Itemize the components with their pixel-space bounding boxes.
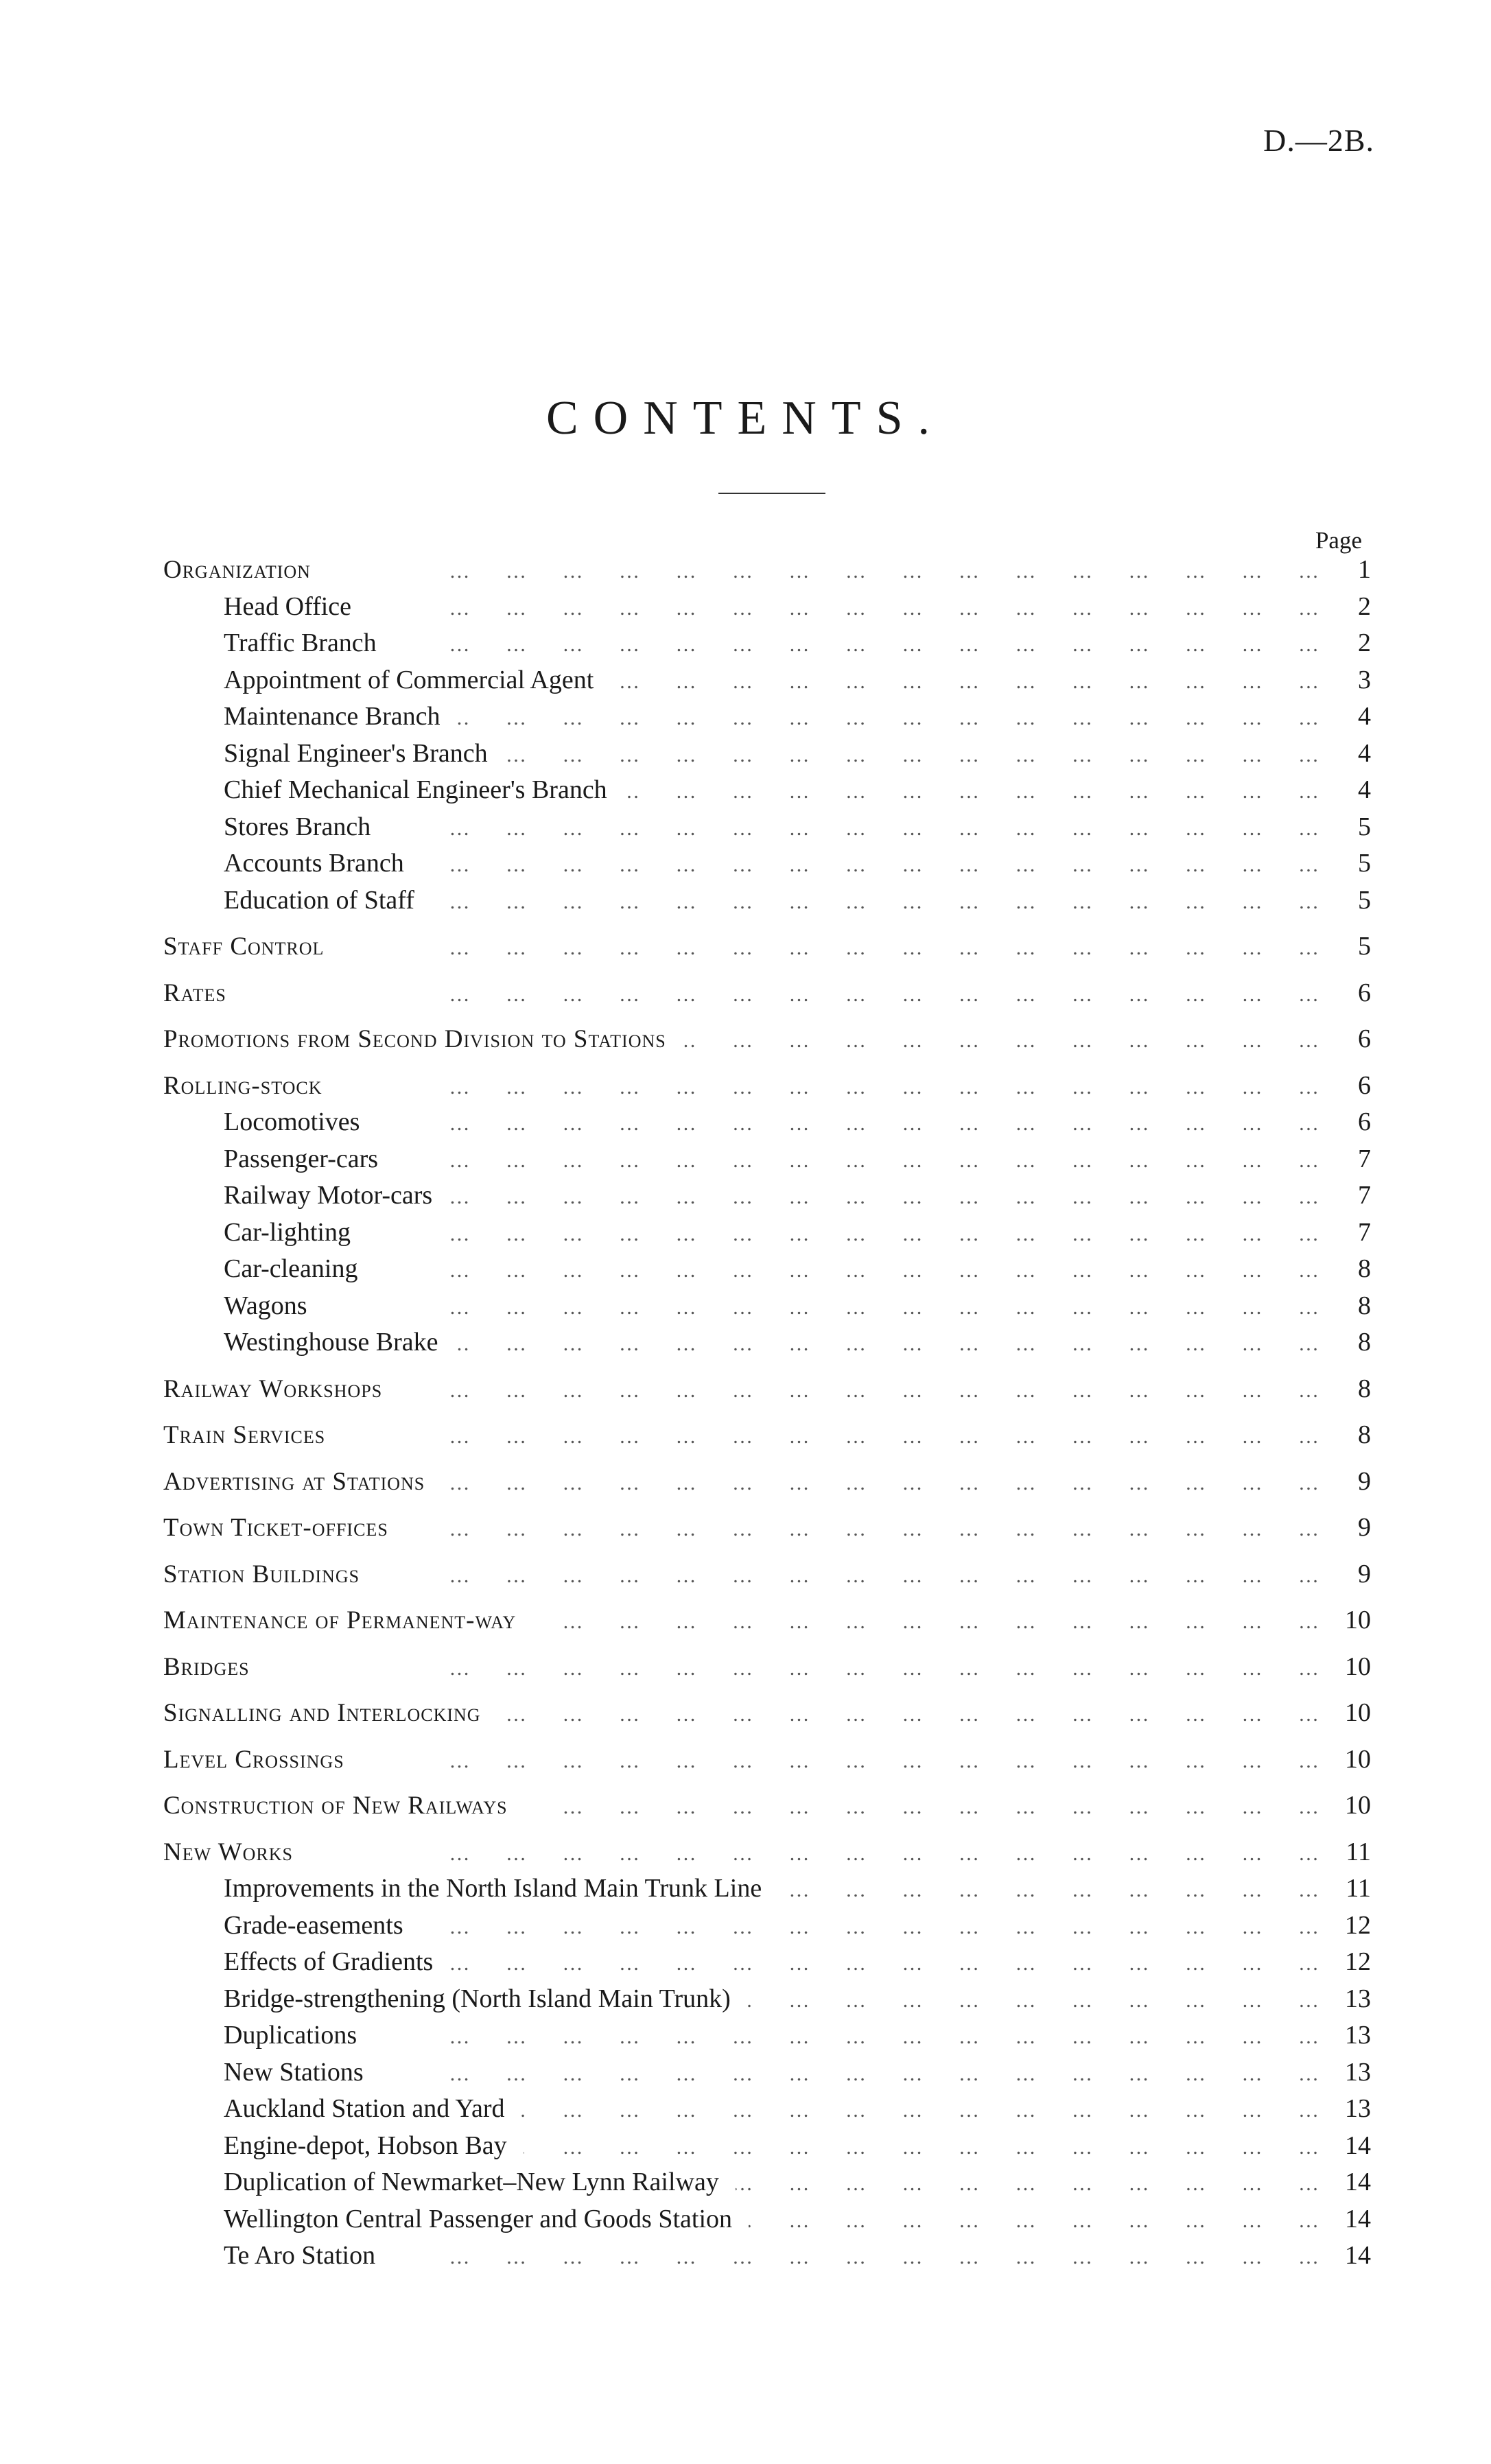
toc-leader-dots bbox=[683, 1029, 1319, 1053]
toc-page-number: 7 bbox=[1358, 1181, 1371, 1210]
toc-page-number: 9 bbox=[1358, 1466, 1371, 1496]
toc-entry-label: New Works bbox=[163, 1838, 309, 1867]
toc-entry-label: Level Crossings bbox=[163, 1745, 361, 1774]
toc-section-entry bbox=[163, 1559, 1371, 1596]
toc-leader-dots bbox=[497, 1703, 1319, 1726]
page-column-label: Page bbox=[1315, 527, 1362, 554]
toc-page-number: 13 bbox=[1345, 1984, 1371, 2013]
toc-entry-label: Station Buildings bbox=[163, 1560, 376, 1589]
toc-subsection-entry bbox=[163, 812, 1371, 849]
toc-leader-dots bbox=[749, 2209, 1319, 2233]
toc-page-number: 6 bbox=[1358, 978, 1371, 1007]
toc-leader-dots bbox=[361, 1750, 1319, 1773]
toc-leader-dots bbox=[373, 2026, 1319, 2049]
toc-section-entry bbox=[163, 978, 1371, 1015]
toc-page-number: 6 bbox=[1358, 1024, 1371, 1053]
toc-page-number: 4 bbox=[1358, 702, 1371, 731]
toc-leader-dots bbox=[376, 1564, 1319, 1588]
toc-subsection-entry bbox=[163, 2240, 1371, 2277]
toc-entry-label: Chief Mechanical Engineer's Branch bbox=[224, 775, 624, 805]
title-divider bbox=[718, 493, 825, 494]
toc-section-entry bbox=[163, 1605, 1371, 1642]
toc-page-number: 5 bbox=[1358, 812, 1371, 841]
toc-entry-label: Westinghouse Brake bbox=[224, 1327, 454, 1357]
toc-leader-dots bbox=[374, 1259, 1319, 1282]
toc-leader-dots bbox=[243, 983, 1319, 1007]
toc-entry-label: Accounts Branch bbox=[224, 848, 421, 878]
toc-entry-label: Organization bbox=[163, 555, 327, 585]
toc-section-entry bbox=[163, 1837, 1371, 1874]
toc-page-number: 14 bbox=[1345, 2131, 1371, 2160]
toc-leader-dots bbox=[323, 1296, 1319, 1319]
toc-entry-label: Construction of New Railways bbox=[163, 1791, 524, 1820]
toc-leader-dots bbox=[392, 2246, 1319, 2269]
toc-subsection-entry bbox=[163, 2057, 1371, 2094]
toc-leader-dots bbox=[368, 597, 1319, 620]
toc-page-number: 11 bbox=[1346, 1874, 1371, 1903]
toc-entry-label: Wellington Central Passenger and Goods Station bbox=[224, 2204, 749, 2234]
toc-leader-dots bbox=[339, 1076, 1319, 1099]
toc-page-number: 10 bbox=[1345, 1652, 1371, 1681]
toc-subsection-entry bbox=[163, 665, 1371, 702]
toc-subsection-entry bbox=[163, 1217, 1371, 1254]
toc-subsection-entry bbox=[163, 2204, 1371, 2241]
toc-page-number: 12 bbox=[1345, 1947, 1371, 1976]
toc-subsection-entry bbox=[163, 738, 1371, 775]
toc-page-number: 4 bbox=[1358, 775, 1371, 804]
toc-leader-dots bbox=[266, 1657, 1319, 1680]
toc-page-number: 13 bbox=[1345, 2021, 1371, 2050]
toc-page-number: 8 bbox=[1358, 1420, 1371, 1449]
toc-entry-label: Bridges bbox=[163, 1652, 266, 1682]
toc-leader-dots bbox=[405, 1518, 1319, 1541]
toc-section-entry bbox=[163, 1790, 1371, 1827]
toc-subsection-entry bbox=[163, 1107, 1371, 1144]
toc-entry-label: Advertising at Stations bbox=[163, 1467, 441, 1497]
toc-section-entry bbox=[163, 1374, 1371, 1411]
toc-entry-label: Wagons bbox=[224, 1291, 323, 1321]
toc-entry-label: Passenger-cars bbox=[224, 1144, 395, 1174]
toc-entry-label: Bridge-strengthening (North Island Main Trunk) bbox=[224, 1984, 747, 2014]
toc-page-number: 2 bbox=[1358, 591, 1371, 621]
toc-entry-label: Car-cleaning bbox=[224, 1254, 374, 1284]
toc-entry-label: Rates bbox=[163, 978, 243, 1008]
toc-subsection-entry bbox=[163, 1910, 1371, 1947]
toc-entry-label: Railway Workshops bbox=[163, 1374, 399, 1404]
toc-page-number: 2 bbox=[1358, 629, 1371, 657]
toc-entry-label: Duplications bbox=[224, 2020, 373, 2050]
toc-subsection-entry bbox=[163, 1291, 1371, 1328]
toc-subsection-entry bbox=[163, 1984, 1371, 2021]
toc-entry-label: Appointment of Commercial Agent bbox=[224, 665, 610, 695]
toc-entry-label: New Stations bbox=[224, 2057, 380, 2087]
toc-page-number: 4 bbox=[1358, 738, 1371, 768]
toc-entry-label: Staff Control bbox=[163, 932, 340, 961]
toc-leader-dots bbox=[504, 744, 1319, 767]
toc-section-entry bbox=[163, 554, 1371, 591]
toc-section-entry bbox=[163, 1698, 1371, 1735]
toc-page-number: 7 bbox=[1358, 1144, 1371, 1173]
toc-subsection-entry bbox=[163, 2020, 1371, 2057]
toc-leader-dots bbox=[376, 1112, 1319, 1136]
toc-leader-dots bbox=[393, 633, 1319, 657]
toc-page-number: 5 bbox=[1358, 932, 1371, 961]
toc-subsection-entry bbox=[163, 701, 1371, 738]
toc-leader-dots bbox=[524, 2136, 1319, 2159]
toc-page-number: 8 bbox=[1358, 1374, 1371, 1403]
toc-leader-dots bbox=[454, 1333, 1319, 1356]
toc-subsection-entry bbox=[163, 1144, 1371, 1181]
toc-page-number: 8 bbox=[1358, 1291, 1371, 1320]
toc-page-number: 5 bbox=[1358, 885, 1371, 915]
toc-page-number: 6 bbox=[1358, 1070, 1371, 1100]
toc-section-entry bbox=[163, 1070, 1371, 1107]
toc-subsection-entry bbox=[163, 1180, 1371, 1217]
document-reference: D.—2B. bbox=[1263, 123, 1374, 158]
toc-leader-dots bbox=[395, 1149, 1319, 1173]
toc-page-number: 14 bbox=[1345, 2204, 1371, 2233]
toc-entry-label: Education of Staff bbox=[224, 885, 431, 915]
toc-page-number: 1 bbox=[1358, 555, 1371, 584]
toc-entry-label: Grade-easements bbox=[224, 1910, 420, 1940]
toc-page-number: 13 bbox=[1345, 2057, 1371, 2087]
toc-page-number: 10 bbox=[1345, 1744, 1371, 1774]
toc-entry-label: Traffic Branch bbox=[224, 628, 393, 658]
toc-leader-dots bbox=[521, 2099, 1319, 2122]
toc-leader-dots bbox=[736, 2172, 1319, 2196]
toc-entry-label: Engine-depot, Hobson Bay bbox=[224, 2131, 524, 2161]
toc-leader-dots bbox=[420, 1916, 1319, 1939]
toc-page-number: 3 bbox=[1358, 665, 1371, 694]
toc-subsection-entry bbox=[163, 885, 1371, 922]
toc-section-entry bbox=[163, 931, 1371, 968]
toc-entry-label: Car-lighting bbox=[224, 1217, 367, 1247]
toc-page-number: 14 bbox=[1345, 2168, 1371, 2196]
toc-section-entry bbox=[163, 1652, 1371, 1689]
toc-subsection-entry bbox=[163, 591, 1371, 629]
toc-subsection-entry bbox=[163, 848, 1371, 885]
toc-subsection-entry bbox=[163, 2093, 1371, 2131]
toc-leader-dots bbox=[309, 1842, 1319, 1866]
toc-entry-label: Railway Motor-cars bbox=[224, 1180, 449, 1210]
toc-leader-dots bbox=[387, 817, 1319, 841]
toc-page-number: 10 bbox=[1345, 1606, 1371, 1634]
toc-subsection-entry bbox=[163, 2131, 1371, 2168]
toc-section-entry bbox=[163, 1466, 1371, 1503]
toc-leader-dots bbox=[532, 1610, 1319, 1634]
toc-entry-label: Head Office bbox=[224, 591, 368, 622]
toc-page-number: 10 bbox=[1345, 1791, 1371, 1820]
toc-leader-dots bbox=[747, 1989, 1319, 2013]
toc-entry-label: Signalling and Interlocking bbox=[163, 1698, 497, 1728]
toc-leader-dots bbox=[342, 1425, 1319, 1448]
toc-leader-dots bbox=[340, 937, 1319, 960]
page-title: CONTENTS. bbox=[545, 392, 946, 445]
toc-entry-label: Maintenance of Permanent-way bbox=[163, 1606, 532, 1635]
toc-entry-label: Auckland Station and Yard bbox=[224, 2093, 521, 2124]
toc-page-number: 10 bbox=[1345, 1698, 1371, 1727]
toc-leader-dots bbox=[624, 780, 1319, 803]
toc-section-entry bbox=[163, 1024, 1371, 1061]
toc-leader-dots bbox=[778, 1879, 1319, 1902]
toc-leader-dots bbox=[380, 2063, 1319, 2086]
toc-subsection-entry bbox=[163, 628, 1371, 665]
toc-page-number: 13 bbox=[1345, 2094, 1371, 2123]
toc-entry-label: Stores Branch bbox=[224, 812, 387, 842]
toc-entry-label: Signal Engineer's Branch bbox=[224, 738, 504, 768]
toc-leader-dots bbox=[456, 707, 1319, 730]
toc-page-number: 8 bbox=[1358, 1254, 1371, 1283]
toc-section-entry bbox=[163, 1420, 1371, 1457]
toc-section-entry bbox=[163, 1512, 1371, 1549]
toc-entry-label: Town Ticket-offices bbox=[163, 1513, 405, 1542]
toc-subsection-entry bbox=[163, 775, 1371, 812]
toc-subsection-entry bbox=[163, 2167, 1371, 2204]
toc-subsection-entry bbox=[163, 1873, 1371, 1910]
toc-leader-dots bbox=[421, 854, 1319, 877]
toc-leader-dots bbox=[610, 670, 1319, 694]
toc-entry-label: Promotions from Second Division to Stations bbox=[163, 1024, 683, 1054]
toc-entry-label: Train Services bbox=[163, 1420, 342, 1450]
toc-subsection-entry bbox=[163, 1327, 1371, 1364]
toc-page-number: 8 bbox=[1358, 1328, 1371, 1357]
table-of-contents bbox=[163, 554, 1371, 2277]
toc-leader-dots bbox=[449, 1952, 1319, 1975]
toc-entry-label: Maintenance Branch bbox=[224, 701, 456, 731]
toc-entry-label: Locomotives bbox=[224, 1107, 376, 1137]
toc-entry-label: Duplication of Newmarket–New Lynn Railway bbox=[224, 2167, 736, 2197]
toc-entry-label: Effects of Gradients bbox=[224, 1947, 449, 1977]
toc-leader-dots bbox=[399, 1379, 1319, 1403]
toc-subsection-entry bbox=[163, 1254, 1371, 1291]
toc-page-number: 12 bbox=[1345, 1910, 1371, 1940]
toc-leader-dots bbox=[524, 1796, 1319, 1819]
toc-page-number: 11 bbox=[1346, 1837, 1371, 1866]
toc-entry-label: Te Aro Station bbox=[224, 2240, 392, 2271]
toc-subsection-entry bbox=[163, 1947, 1371, 1984]
toc-leader-dots bbox=[449, 1186, 1319, 1209]
toc-leader-dots bbox=[327, 560, 1319, 583]
toc-leader-dots bbox=[367, 1223, 1319, 1246]
toc-entry-label: Improvements in the North Island Main Trunk Line bbox=[224, 1873, 778, 1903]
toc-page-number: 5 bbox=[1358, 849, 1371, 878]
toc-leader-dots bbox=[431, 891, 1319, 914]
toc-entry-label: Rolling-stock bbox=[163, 1071, 339, 1101]
toc-page-number: 7 bbox=[1358, 1217, 1371, 1247]
toc-leader-dots bbox=[441, 1472, 1319, 1495]
toc-page-number: 9 bbox=[1358, 1559, 1371, 1588]
toc-page-number: 14 bbox=[1345, 2241, 1371, 2270]
toc-section-entry bbox=[163, 1744, 1371, 1781]
toc-page-number: 9 bbox=[1358, 1513, 1371, 1542]
toc-page-number: 6 bbox=[1358, 1107, 1371, 1136]
